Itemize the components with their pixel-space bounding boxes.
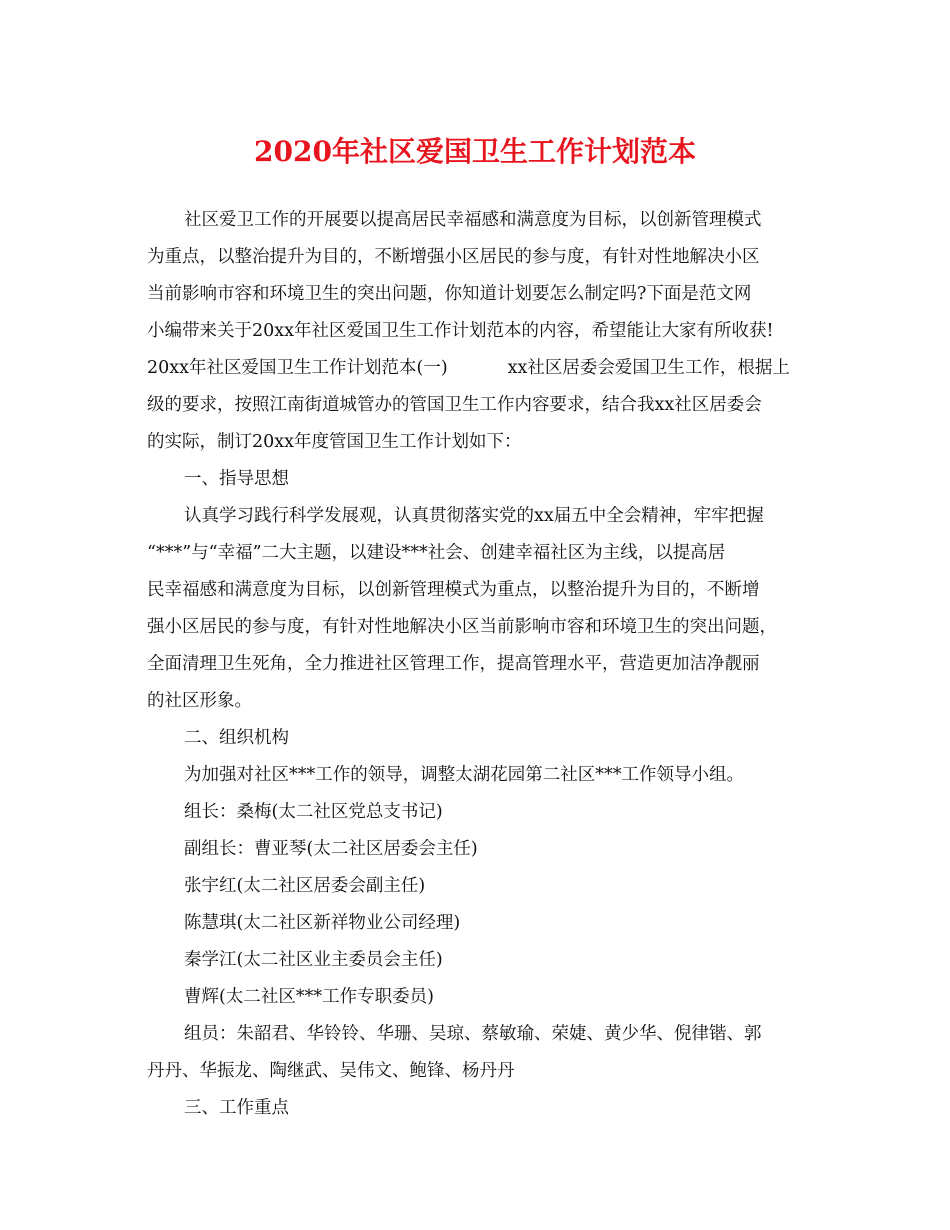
paragraph-line: 当前影响市容和环境卫生的突出问题，你知道计划要怎么制定吗?下面是范文网 [147, 284, 752, 304]
paragraph-line: 为重点，以整治提升为目的，不断增强小区居民的参与度，有针对性地解决小区 [147, 247, 760, 267]
paragraph-line: 强小区居民的参与度，有针对性地解决小区当前影响市容和环境卫生的突出问题， [147, 617, 777, 637]
paragraph-line: 民幸福感和满意度为目标，以创新管理模式为重点，以整治提升为目的，不断增 [147, 580, 760, 600]
member-line: 组长：桑梅(太二社区党总支书记) [184, 802, 443, 822]
section-heading: 一、指导思想 [184, 469, 289, 489]
member-line: 秦学江(太二社区业主委员会主任) [184, 950, 443, 970]
member-line: 曹辉(太二社区***工作专职委员) [184, 987, 434, 1007]
paragraph-line: 社区爱卫工作的开展要以提高居民幸福感和满意度为目标，以创新管理模式 [184, 210, 762, 230]
member-line: 张宇红(太二社区居委会副主任) [184, 876, 426, 896]
section-heading-inline: 20xx年社区爱国卫生工作计划范本(一) [147, 358, 448, 378]
member-line: 组员：朱韶君、华铃铃、华珊、吴琼、蔡敏瑜、荣婕、黄少华、倪律锴、郭 [184, 1024, 762, 1044]
document-title: 2020年社区爱国卫生工作计划范本 [254, 135, 696, 168]
member-line: 副组长：曹亚琴(太二社区居委会主任) [184, 839, 478, 859]
paragraph-line: 认真学习践行科学发展观，认真贯彻落实党的xx届五中全会精神，牢牢把握 [184, 506, 764, 526]
section-heading: 二、组织机构 [184, 728, 289, 748]
paragraph-line: 的社区形象。 [147, 691, 252, 711]
paragraph-line [147, 356, 790, 380]
paragraph-text: xx社区居委会爱国卫生工作，根据上 [507, 358, 790, 378]
paragraph-line: 级的要求，按照江南街道城管办的管国卫生工作内容要求，结合我xx社区居委会 [147, 395, 762, 415]
paragraph-line: “***”与“幸福”二大主题，以建设***社会、创建幸福社区为主线，以提高居 [147, 543, 726, 563]
paragraph-line: 全面清理卫生死角，全力推进社区管理工作，提高管理水平，营造更加洁净靓丽 [147, 654, 760, 674]
paragraph-line: 的实际，制订20xx年度管国卫生工作计划如下： [147, 432, 522, 452]
member-line: 陈慧琪(太二社区新祥物业公司经理) [184, 913, 461, 933]
paragraph-line: 小编带来关于20xx年社区爱国卫生工作计划范本的内容，希望能让大家有所收获! [147, 321, 774, 341]
section-heading: 三、工作重点 [184, 1098, 289, 1118]
paragraph-line: 为加强对社区***工作的领导，调整太湖花园第二社区***工作领导小组。 [184, 765, 744, 785]
member-line: 丹丹、华振龙、陶继武、吴伟文、鲍锋、杨丹丹 [147, 1061, 515, 1081]
